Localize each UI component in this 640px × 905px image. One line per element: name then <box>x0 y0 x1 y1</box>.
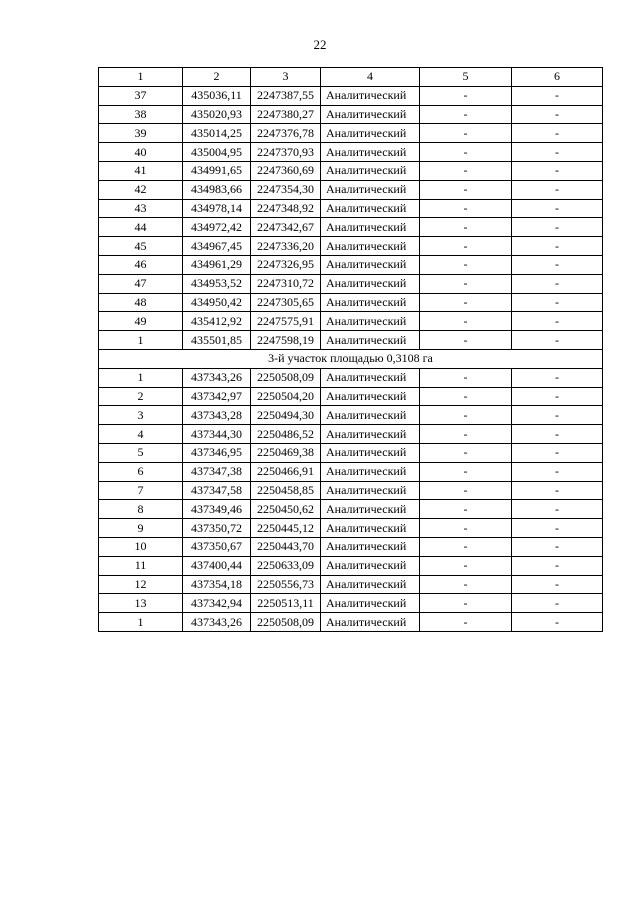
coordinate-y-cell: 2250450,62 <box>251 500 321 519</box>
coordinate-y-cell: 2247336,20 <box>251 237 321 256</box>
method-cell: Аналитический <box>321 180 420 199</box>
coordinate-y-cell: 2247348,92 <box>251 199 321 218</box>
table-row <box>99 406 603 425</box>
coordinate-x-cell: 434972,42 <box>183 218 251 237</box>
method-cell: Аналитический <box>321 218 420 237</box>
accuracy-cell: - <box>420 556 512 575</box>
coordinate-x-cell: 437347,58 <box>183 481 251 500</box>
table-row <box>99 594 603 613</box>
table-row <box>99 274 603 293</box>
coordinate-y-cell: 2250508,09 <box>251 368 321 387</box>
coordinate-y-cell: 2247305,65 <box>251 293 321 312</box>
coordinate-y-cell: 2247575,91 <box>251 312 321 331</box>
description-cell: - <box>512 255 603 274</box>
coordinate-y-cell: 2247376,78 <box>251 124 321 143</box>
point-number-cell: 7 <box>99 481 183 500</box>
coordinate-x-cell: 434967,45 <box>183 237 251 256</box>
description-cell: - <box>512 425 603 444</box>
column-header: 6 <box>512 68 603 87</box>
coordinate-x-cell: 437342,97 <box>183 387 251 406</box>
table-row <box>99 237 603 256</box>
description-cell: - <box>512 86 603 105</box>
point-number-cell: 45 <box>99 237 183 256</box>
coordinate-y-cell: 2250458,85 <box>251 481 321 500</box>
description-cell: - <box>512 481 603 500</box>
table-row <box>99 500 603 519</box>
method-cell: Аналитический <box>321 575 420 594</box>
method-cell: Аналитический <box>321 500 420 519</box>
method-cell: Аналитический <box>321 368 420 387</box>
point-number-cell: 5 <box>99 443 183 462</box>
column-header: 2 <box>183 68 251 87</box>
table-row <box>99 143 603 162</box>
coordinate-x-cell: 434991,65 <box>183 161 251 180</box>
accuracy-cell: - <box>420 237 512 256</box>
coordinate-x-cell: 437343,28 <box>183 406 251 425</box>
point-number-cell: 1 <box>99 368 183 387</box>
coordinate-y-cell: 2250513,11 <box>251 594 321 613</box>
column-header: 5 <box>420 68 512 87</box>
method-cell: Аналитический <box>321 255 420 274</box>
description-cell: - <box>512 199 603 218</box>
page-number: 22 <box>313 37 327 52</box>
accuracy-cell: - <box>420 613 512 632</box>
description-cell: - <box>512 124 603 143</box>
point-number-cell: 49 <box>99 312 183 331</box>
description-cell: - <box>512 387 603 406</box>
column-header: 4 <box>321 68 420 87</box>
coordinate-x-cell: 435036,11 <box>183 86 251 105</box>
point-number-cell: 42 <box>99 180 183 199</box>
description-cell: - <box>512 105 603 124</box>
table-row <box>99 161 603 180</box>
description-cell: - <box>512 556 603 575</box>
method-cell: Аналитический <box>321 519 420 538</box>
description-cell: - <box>512 161 603 180</box>
description-cell: - <box>512 180 603 199</box>
coordinate-y-cell: 2247326,95 <box>251 255 321 274</box>
coordinate-x-cell: 434961,29 <box>183 255 251 274</box>
point-number-cell: 41 <box>99 161 183 180</box>
accuracy-cell: - <box>420 387 512 406</box>
coordinate-y-cell: 2247370,93 <box>251 143 321 162</box>
coordinate-x-cell: 437343,26 <box>183 368 251 387</box>
point-number-cell: 3 <box>99 406 183 425</box>
accuracy-cell: - <box>420 481 512 500</box>
description-cell: - <box>512 274 603 293</box>
description-cell: - <box>512 519 603 538</box>
table-row <box>99 124 603 143</box>
accuracy-cell: - <box>420 143 512 162</box>
coordinate-x-cell: 437343,26 <box>183 613 251 632</box>
description-cell: - <box>512 312 603 331</box>
coordinate-x-cell: 437354,18 <box>183 575 251 594</box>
table-row <box>99 613 603 632</box>
table-row <box>99 556 603 575</box>
method-cell: Аналитический <box>321 613 420 632</box>
method-cell: Аналитический <box>321 199 420 218</box>
coordinate-y-cell: 2250508,09 <box>251 613 321 632</box>
method-cell: Аналитический <box>321 425 420 444</box>
accuracy-cell: - <box>420 180 512 199</box>
table-row <box>99 199 603 218</box>
table-row <box>99 519 603 538</box>
coordinate-x-cell: 435004,95 <box>183 143 251 162</box>
description-cell: - <box>512 143 603 162</box>
coordinates-table <box>98 67 603 632</box>
table-row <box>99 180 603 199</box>
section-header-row <box>99 349 603 368</box>
coordinate-y-cell: 2250469,38 <box>251 443 321 462</box>
table-row <box>99 462 603 481</box>
description-cell: - <box>512 537 603 556</box>
description-cell: - <box>512 443 603 462</box>
method-cell: Аналитический <box>321 312 420 331</box>
table-row <box>99 537 603 556</box>
method-cell: Аналитический <box>321 293 420 312</box>
table-row <box>99 331 603 350</box>
coordinate-y-cell: 2250445,12 <box>251 519 321 538</box>
accuracy-cell: - <box>420 575 512 594</box>
coordinate-y-cell: 2247380,27 <box>251 105 321 124</box>
section-title: 3-й участок площадью 0,3108 га <box>99 349 603 368</box>
accuracy-cell: - <box>420 331 512 350</box>
description-cell: - <box>512 462 603 481</box>
point-number-cell: 37 <box>99 86 183 105</box>
coordinate-x-cell: 437344,30 <box>183 425 251 444</box>
point-number-cell: 12 <box>99 575 183 594</box>
method-cell: Аналитический <box>321 274 420 293</box>
point-number-cell: 6 <box>99 462 183 481</box>
accuracy-cell: - <box>420 86 512 105</box>
point-number-cell: 8 <box>99 500 183 519</box>
description-cell: - <box>512 594 603 613</box>
point-number-cell: 4 <box>99 425 183 444</box>
point-number-cell: 47 <box>99 274 183 293</box>
method-cell: Аналитический <box>321 481 420 500</box>
method-cell: Аналитический <box>321 443 420 462</box>
method-cell: Аналитический <box>321 556 420 575</box>
point-number-cell: 43 <box>99 199 183 218</box>
coordinate-x-cell: 437400,44 <box>183 556 251 575</box>
accuracy-cell: - <box>420 594 512 613</box>
coordinate-x-cell: 434978,14 <box>183 199 251 218</box>
coordinate-y-cell: 2250443,70 <box>251 537 321 556</box>
coordinate-y-cell: 2247310,72 <box>251 274 321 293</box>
method-cell: Аналитический <box>321 387 420 406</box>
coordinate-y-cell: 2247360,69 <box>251 161 321 180</box>
accuracy-cell: - <box>420 161 512 180</box>
table-row <box>99 105 603 124</box>
accuracy-cell: - <box>420 443 512 462</box>
description-cell: - <box>512 368 603 387</box>
coordinate-x-cell: 437350,67 <box>183 537 251 556</box>
table-row <box>99 443 603 462</box>
coordinate-x-cell: 437346,95 <box>183 443 251 462</box>
accuracy-cell: - <box>420 274 512 293</box>
coordinate-x-cell: 435501,85 <box>183 331 251 350</box>
description-cell: - <box>512 293 603 312</box>
table-row <box>99 575 603 594</box>
accuracy-cell: - <box>420 462 512 481</box>
point-number-cell: 2 <box>99 387 183 406</box>
point-number-cell: 13 <box>99 594 183 613</box>
table-row <box>99 368 603 387</box>
description-cell: - <box>512 331 603 350</box>
table-row <box>99 481 603 500</box>
point-number-cell: 39 <box>99 124 183 143</box>
table-row <box>99 293 603 312</box>
accuracy-cell: - <box>420 312 512 331</box>
method-cell: Аналитический <box>321 105 420 124</box>
coordinate-x-cell: 435020,93 <box>183 105 251 124</box>
coordinate-x-cell: 435014,25 <box>183 124 251 143</box>
accuracy-cell: - <box>420 406 512 425</box>
point-number-cell: 48 <box>99 293 183 312</box>
table-row <box>99 86 603 105</box>
point-number-cell: 1 <box>99 613 183 632</box>
method-cell: Аналитический <box>321 143 420 162</box>
method-cell: Аналитический <box>321 594 420 613</box>
method-cell: Аналитический <box>321 124 420 143</box>
table-row <box>99 425 603 444</box>
method-cell: Аналитический <box>321 86 420 105</box>
point-number-cell: 1 <box>99 331 183 350</box>
accuracy-cell: - <box>420 500 512 519</box>
method-cell: Аналитический <box>321 406 420 425</box>
point-number-cell: 9 <box>99 519 183 538</box>
method-cell: Аналитический <box>321 331 420 350</box>
table-row <box>99 218 603 237</box>
column-header: 1 <box>99 68 183 87</box>
table-row <box>99 312 603 331</box>
accuracy-cell: - <box>420 425 512 444</box>
method-cell: Аналитический <box>321 462 420 481</box>
description-cell: - <box>512 218 603 237</box>
coordinate-x-cell: 437342,94 <box>183 594 251 613</box>
coordinate-x-cell: 437350,72 <box>183 519 251 538</box>
accuracy-cell: - <box>420 537 512 556</box>
coordinate-y-cell: 2247387,55 <box>251 86 321 105</box>
point-number-cell: 40 <box>99 143 183 162</box>
accuracy-cell: - <box>420 124 512 143</box>
coordinate-y-cell: 2247342,67 <box>251 218 321 237</box>
table-header-row <box>99 68 603 87</box>
accuracy-cell: - <box>420 199 512 218</box>
column-header: 3 <box>251 68 321 87</box>
coordinate-y-cell: 2247598,19 <box>251 331 321 350</box>
coordinate-y-cell: 2250494,30 <box>251 406 321 425</box>
accuracy-cell: - <box>420 218 512 237</box>
coordinate-x-cell: 434953,52 <box>183 274 251 293</box>
coordinate-x-cell: 434950,42 <box>183 293 251 312</box>
accuracy-cell: - <box>420 255 512 274</box>
coordinate-y-cell: 2250486,52 <box>251 425 321 444</box>
coordinate-x-cell: 437347,38 <box>183 462 251 481</box>
table-body <box>99 86 603 631</box>
description-cell: - <box>512 406 603 425</box>
point-number-cell: 46 <box>99 255 183 274</box>
table-row <box>99 387 603 406</box>
table-row <box>99 255 603 274</box>
accuracy-cell: - <box>420 519 512 538</box>
coordinate-x-cell: 437349,46 <box>183 500 251 519</box>
point-number-cell: 44 <box>99 218 183 237</box>
point-number-cell: 10 <box>99 537 183 556</box>
coordinate-x-cell: 434983,66 <box>183 180 251 199</box>
description-cell: - <box>512 575 603 594</box>
coordinate-y-cell: 2250633,09 <box>251 556 321 575</box>
point-number-cell: 38 <box>99 105 183 124</box>
method-cell: Аналитический <box>321 237 420 256</box>
coordinate-x-cell: 435412,92 <box>183 312 251 331</box>
description-cell: - <box>512 500 603 519</box>
coordinate-y-cell: 2250504,20 <box>251 387 321 406</box>
description-cell: - <box>512 237 603 256</box>
coordinate-y-cell: 2247354,30 <box>251 180 321 199</box>
coordinate-y-cell: 2250556,73 <box>251 575 321 594</box>
accuracy-cell: - <box>420 293 512 312</box>
accuracy-cell: - <box>420 368 512 387</box>
accuracy-cell: - <box>420 105 512 124</box>
description-cell: - <box>512 613 603 632</box>
method-cell: Аналитический <box>321 537 420 556</box>
method-cell: Аналитический <box>321 161 420 180</box>
coordinate-y-cell: 2250466,91 <box>251 462 321 481</box>
point-number-cell: 11 <box>99 556 183 575</box>
